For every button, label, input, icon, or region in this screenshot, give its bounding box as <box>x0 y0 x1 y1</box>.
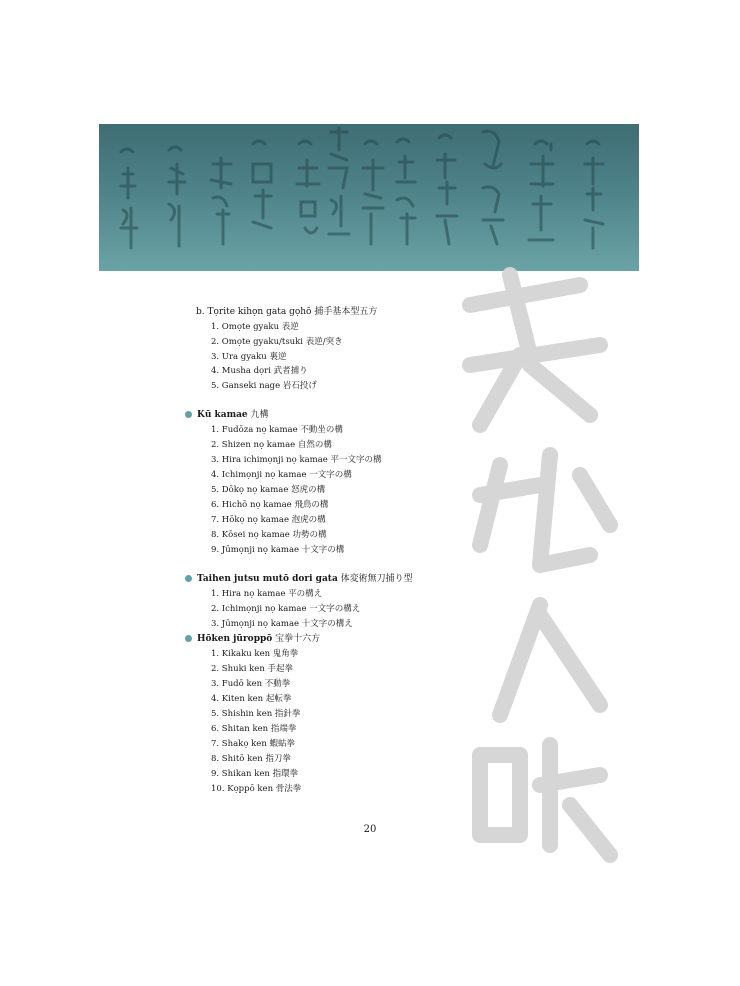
section-heading-hoken <box>185 633 320 645</box>
list-item: 3. Fudō ken 不動拳 <box>211 679 291 689</box>
heading-term: Kū kamae <box>197 410 248 420</box>
list-item: 6. Hichō nọ kamae 飛鳥の構 <box>211 500 329 510</box>
page-number: 20 <box>363 824 377 835</box>
heading-term: Tọrite kihọn gata gọhō <box>207 307 312 317</box>
list-item: 9. Shikan ken 指環拳 <box>211 769 299 779</box>
list-item: 4. Ichimọnji nọ kamae 一文字の構 <box>211 470 352 480</box>
list-item: 2. Omọte gyaku/tsuki 表逆/突き <box>211 337 343 347</box>
list-item: 4. Kiten ken 起転拳 <box>211 694 292 704</box>
list-item: 1. Kikaku ken 鬼角拳 <box>211 649 299 659</box>
list-item: 6. Shitan ken 指端拳 <box>211 724 297 734</box>
heading-term: Hōken jūroppō <box>197 634 273 644</box>
heading-kanji: 捕手基本型五方 <box>314 307 378 317</box>
brush-calligraphy-watermark <box>440 265 640 865</box>
list-item: 3. Hira ichimọnji nọ kamae 平一文字の構 <box>211 455 382 465</box>
list-item: 2. Shuki ken 手起拳 <box>211 664 294 674</box>
list-item: 7. Shakọ ken 蝦蛄拳 <box>211 739 296 749</box>
list-item: 2. Ichimọnji nọ kamae 一文字の構え <box>211 604 361 614</box>
bullet-icon <box>185 575 192 582</box>
section-heading-taihen <box>185 573 413 585</box>
list-item: 5. Dōkọ nọ kamae 怒虎の構 <box>211 485 326 495</box>
section-heading-ku-kamae <box>185 409 269 421</box>
list-item: 3. Ura gyaku 裏逆 <box>211 352 287 362</box>
heading-prefix: b. <box>196 307 208 317</box>
list-item: 8. Shitō ken 指刀拳 <box>211 754 291 764</box>
heading-kanji: 体変術無刀捕り型 <box>340 574 413 584</box>
heading-term: Taihen jutsu mutō dori gata <box>197 574 338 584</box>
list-item: 5. Shishin ken 指針拳 <box>211 709 301 719</box>
list-item: 10. Kọppō ken 骨法拳 <box>211 784 302 794</box>
heading-kanji: 宝拳十六方 <box>275 634 321 644</box>
list-item: 1. Omọte gyaku 表逆 <box>211 322 299 332</box>
heading-kanji: 九構 <box>250 410 269 420</box>
list-item: 1. Hira nọ kamae 平の構え <box>211 589 323 599</box>
list-item: 2. Shizen nọ kamae 自然の構 <box>211 440 332 450</box>
list-item: 4. Musha dọri 武者捕り <box>211 366 308 376</box>
list-item: 8. Kōsei nọ kamae 功勢の構 <box>211 530 327 540</box>
list-item: 3. Jūmọnji nọ kamae 十文字の構え <box>211 619 353 629</box>
bullet-icon <box>185 411 192 418</box>
calligraphy-banner <box>99 124 639 271</box>
list-item: 1. Fudōza nọ kamae 不動坐の構 <box>211 425 343 435</box>
list-item: 7. Hōkọ nọ kamae 泡虎の構 <box>211 515 326 525</box>
list-item: 9. Jūmọnji nọ kamae 十文字の構 <box>211 545 345 555</box>
bullet-icon <box>185 635 192 642</box>
calligraphy-art <box>99 124 639 271</box>
section-heading-torite <box>196 306 377 318</box>
list-item: 5. Ganseki nage 岩石投げ <box>211 381 317 391</box>
